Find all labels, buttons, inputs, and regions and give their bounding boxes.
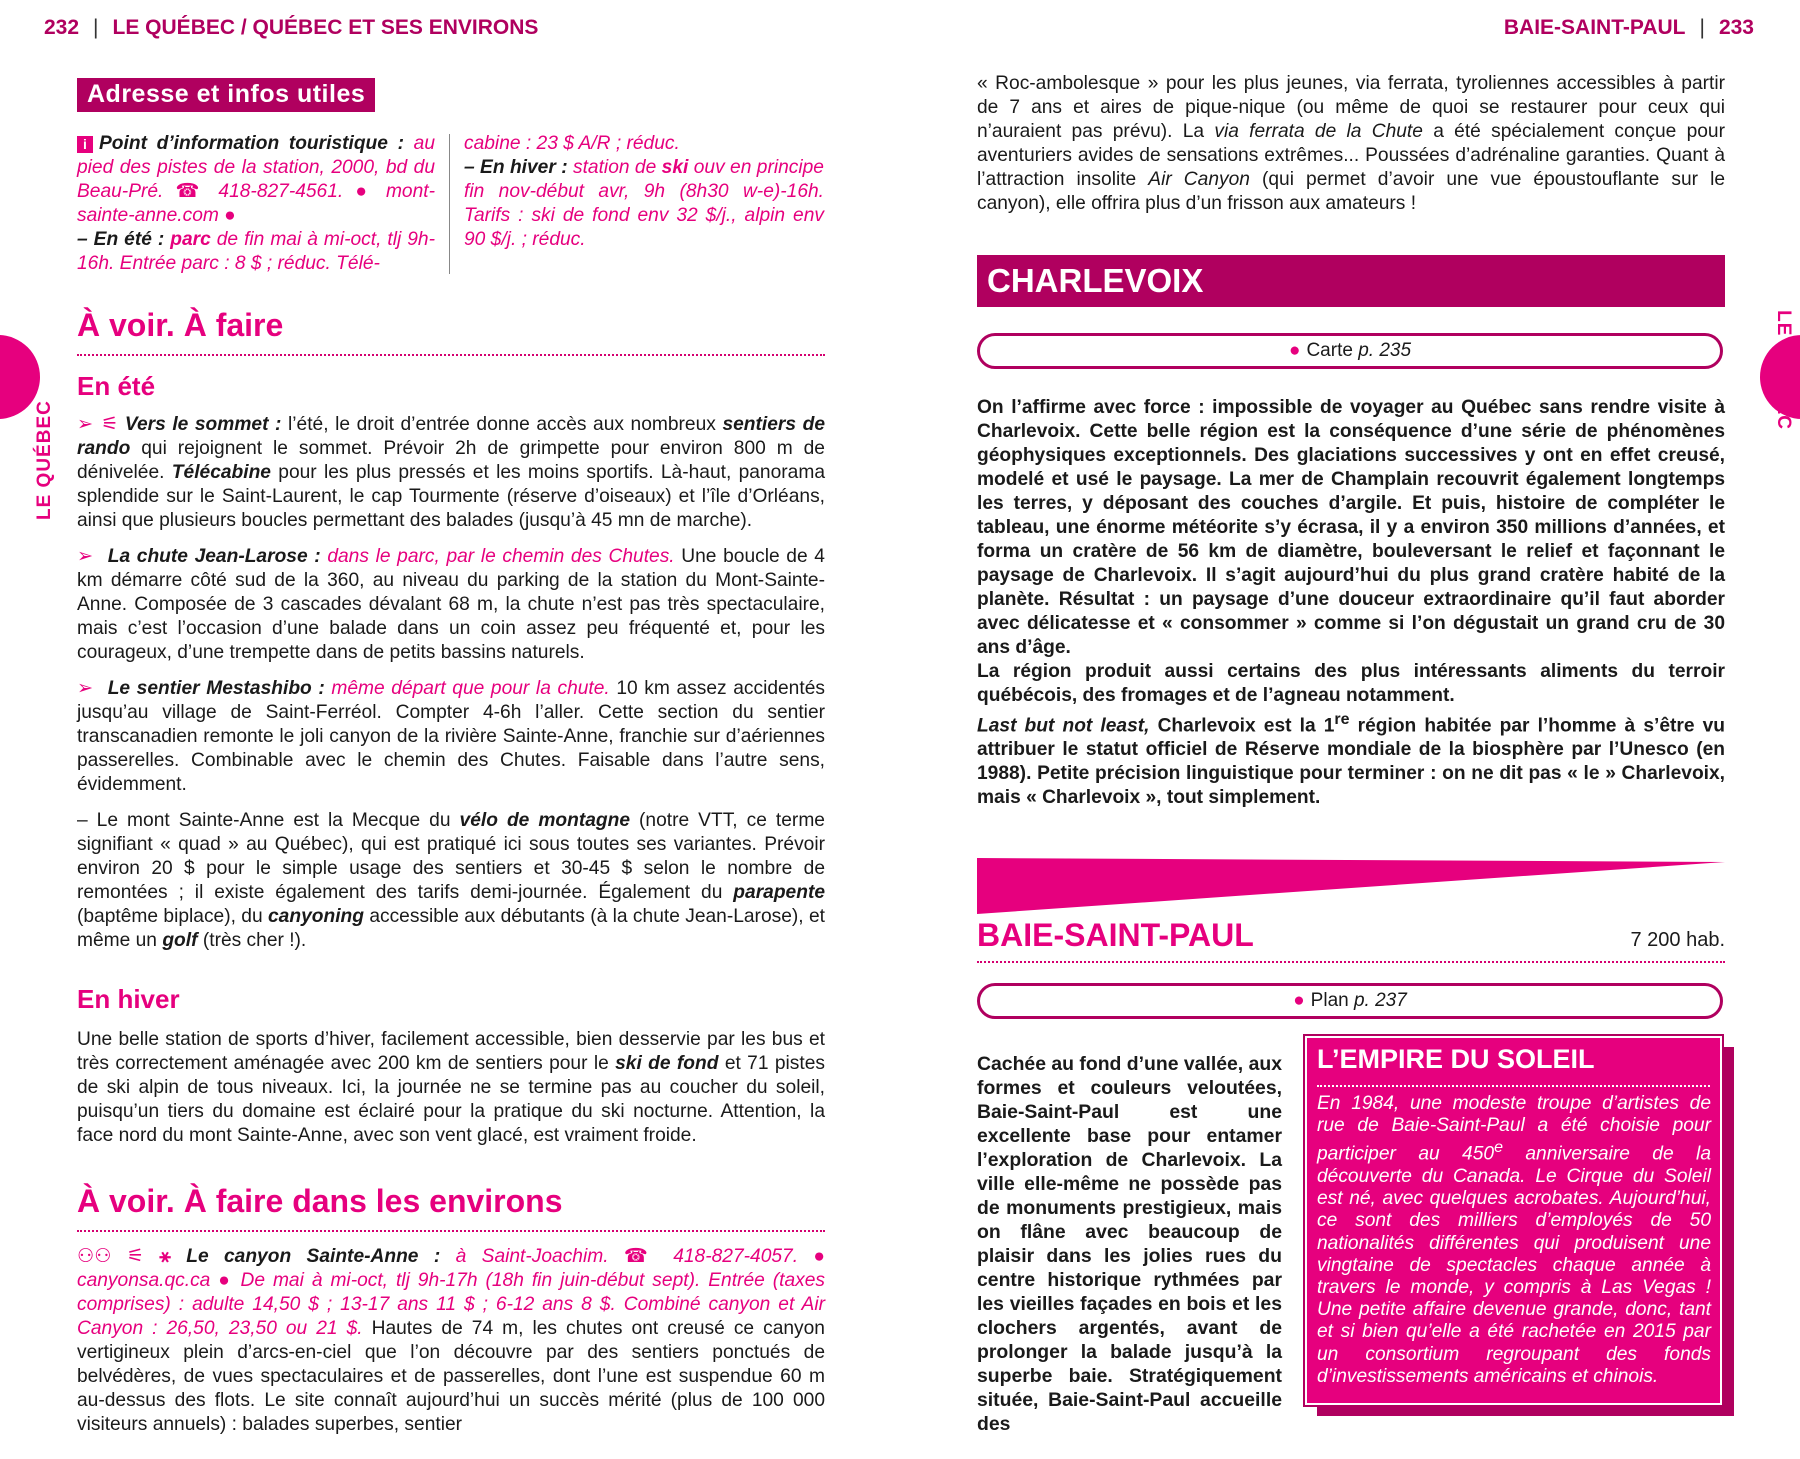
chute-label: La chute Jean-Larose : <box>107 546 321 567</box>
paragraph-velo <box>77 809 825 953</box>
charlevoix-p3 <box>977 708 1725 810</box>
sommet-label: Vers le sommet : <box>124 414 282 435</box>
velo-keyword-3: canyoning <box>268 906 364 927</box>
top-text-3: (qui permet d’avoir une vue époustouflante sur le canyon), elle offrira plus d’un frisson aux amateurs ! <box>977 169 1726 214</box>
environs-paragraphs <box>77 1245 825 1449</box>
chute-text: Une boucle de 4 km démarre côté sud de la 360, au niveau du parking de la station du Mont-Sainte-Anne. Composée de 3 cascades dévalant 68 m, la chute n’est pas très spectaculaire, mais c’est l’occasion d’une balade dans un coin assez peu fréquenté et, pour les courageux, d’une trempette dans de petits bassins naturels. <box>77 546 825 663</box>
paragraph-hiver <box>77 1028 825 1148</box>
baie-saint-paul-header <box>977 917 1725 963</box>
page-number-left: 232 <box>44 16 80 39</box>
decorative-wedge <box>977 858 1725 914</box>
winter-label: – En hiver : <box>464 157 568 178</box>
charlevoix-title-bar: CHARLEVOIX <box>977 255 1725 307</box>
velo-text-1: – Le mont Sainte-Anne est la Mecque du <box>77 810 451 831</box>
address-box <box>77 132 825 272</box>
velo-keyword-2: parapente <box>733 882 825 903</box>
empire-divider <box>1317 1085 1710 1087</box>
velo-text-3: (baptême biplace), du <box>77 906 263 927</box>
empire-du-soleil-box <box>1305 1036 1722 1405</box>
side-tab-label-left: LE QUÉBEC <box>34 400 55 520</box>
header-separator: | <box>1699 16 1705 39</box>
carte-page: p. 235 <box>1358 340 1412 361</box>
carte-label: Carte <box>1306 340 1353 361</box>
paragraph-sentier <box>77 677 825 797</box>
sommet-text-3: pour les plus pressés et les moins sportifs. Là-haut, panorama splendide sur le Saint-Laurent, le cap Tourmente (réserve d’oiseaux) et l’île d’Orléans, ainsi que plusieurs boucles permettant des balades (jusqu’à 45 mn de marche). <box>77 462 825 531</box>
sentier-label: Le sentier Mestashibo : <box>107 678 325 699</box>
telecabine-text: cabine : 23 $ A/R ; réduc. <box>464 133 680 154</box>
velo-text-2: (notre VTT, ce terme signifiant « quad » au Québec), qui est pratiqué ici sous toutes ses variantes. Prévoir environ 20 $ pour le simple usage des sentiers et 30-45 $ selon le nombre de remontées ; il existe également des tarifs demi-journée. Également du <box>77 810 825 903</box>
top-text-1: « Roc-ambolesque » pour les plus jeunes, via ferrata, tyroliennes accessibles à partir de 7 ans et aires de pique-nique (ou même de quoi se restaurer pour ceux qui n’auraient pas prévu). La <box>977 73 1725 142</box>
velo-keyword-4: golf <box>162 930 198 951</box>
address-column-1 <box>77 132 435 276</box>
sommet-keyword-2: Télécabine <box>171 462 271 483</box>
empire-title: L’EMPIRE DU SOLEIL <box>1317 1044 1595 1074</box>
winter-keyword: ski <box>661 157 689 178</box>
charlevoix-intro <box>977 396 1725 810</box>
sommet-text-1: l’été, le droit d’entrée donne accès aux nombreux <box>288 414 716 435</box>
charlevoix-p3-a: Charlevoix est la 1 <box>1157 715 1335 737</box>
winter-text-1: station de <box>573 157 657 178</box>
hiver-keyword: ski de fond <box>615 1053 719 1074</box>
running-head-right-title: BAIE-SAINT-PAUL <box>1503 16 1686 39</box>
winter-paragraphs <box>77 1028 825 1160</box>
sentier-text: 10 km assez accidentés jusqu’au village de Saint-Ferréol. Compter 4-6h l’aller. Cette section du sentier transcanadien remonte le joli canyon de la rivière Sainte-Anne, franchie sur d’aériennes passerelles. Combinable avec le chemin des Chutes. Faisable dans l’autre sens, évidemment. <box>77 678 825 795</box>
population: 7 200 hab. <box>1630 929 1725 951</box>
canyon-text: Hautes de 74 m, les chutes ont creusé ce canyon vertigineux plein d’arcs-en-ciel que l’on découvre par des sentiers ponctués de belvédères, de vues spectaculaires et de passerelles, dont l’une est suspendue 60 m au-dessus des flots. Le site connaît aujourd’hui un succès mérité (plus de 100 000 visiteurs annuels) : balades superbes, sentier <box>77 1318 825 1435</box>
header-separator: | <box>93 16 99 39</box>
right-top-paragraph <box>977 72 1725 216</box>
arrow-icon: ➢ <box>77 414 94 435</box>
sentier-location: même départ que pour la chute. <box>331 678 610 699</box>
hiver-text-2: et 71 pistes de ski alpin de tous niveaux. Ici, la journée ne se termine pas au coucher du soleil, puisqu’un tiers du domaine est éclairé pour la pratique du ski nocturne. Attention, la face nord du mont Sainte-Anne, avec son vent glacé, est vraiment froide. <box>77 1053 825 1146</box>
summer-paragraphs <box>77 413 825 965</box>
running-head-left <box>44 16 538 40</box>
address-divider <box>449 134 450 274</box>
running-head-left-title: LE QUÉBEC / QUÉBEC ET SES ENVIRONS <box>112 16 539 39</box>
paragraph-sommet <box>77 413 825 533</box>
bullet-icon: ● <box>1293 990 1305 1011</box>
subsection-title-ete: En été <box>77 371 156 401</box>
activity-icons: ⚇⚇ ⚟ ⚹ <box>77 1246 171 1267</box>
summer-label: – En été : <box>77 229 165 250</box>
charlevoix-p1: On l’affirme avec force : impossible de voyager au Québec sans rendre visite à Charlevoix. Cette belle région est la conséquence d’une série de phénomènes géophysiques exceptionnels. Des glaciations successives y ont en effet creusé, modelé et usé le paysage. La mer de Champlain recouvrit également longtemps les terres, y déposant des couches d’argile. Et puis, histoire de compléter le tableau, une énorme météorite s’y écrasa, il y a environ 350 millions d’années, et forma un cratère de 56 km de diamètre, bouleversant le relief et façonnant le paysage de Charlevoix. Il s’agit aujourd’hui du plus grand cratère habité de la planète. Résultat : un paysage d’une douceur extraordinaire qu’il faut aborder avec délicatesse et « consommer » comme si l’on dégustait un grand cru de 30 ans d’âge. <box>977 397 1725 658</box>
empire-text <box>1317 1093 1711 1388</box>
arrow-icon: ➢ <box>77 546 94 567</box>
plan-page: p. 237 <box>1353 990 1407 1011</box>
baie-saint-paul-intro: Cachée au fond d’une vallée, aux formes et couleurs veloutées, Baie-Saint-Paul est une excellente base pour entamer l’exploration de Charlevoix. La ville elle-même ne possède pas de monuments prestigieux, mais on flâne avec beaucoup de plaisir dans les jolies rues du centre historique rythmées par les vieilles façades en bois et les clochers argentés, avant de prolonger la balade jusqu’à la superbe baie. Stratégiquement située, Baie-Saint-Paul accueille des <box>977 1053 1282 1435</box>
canyon-label: Le canyon Sainte-Anne : <box>186 1246 441 1267</box>
empire-text-2: anniversaire de la découverte du Canada. Le Cirque du Soleil est né, avec quelques acrobates. Aujourd’hui, ce sont des milliers d’employés de 50 nationalités différentes qui produisent une vingtaine de spectacles chaque année à travers le monde, y compris à Las Vegas ! Une petite affaire devenue grande, donc, tant et si bien qu’elle a été rachetée en 2015 par un consortium regroupant des fonds d’investissements américains et chinois. <box>1317 1143 1711 1387</box>
sommet-text-2: qui rejoignent le sommet. Prévoir 2h de grimpette pour environ 800 m de dénivelée. <box>77 438 825 483</box>
page-number-right: 233 <box>1718 16 1754 39</box>
paragraph-canyon <box>77 1245 825 1437</box>
canyon-info: à Saint-Joachim. ☎ 418-827-4057. ● canyonsa.qc.ca ● De mai à mi-oct, tlj 9h-17h (18h fin juin-début sept). Entrée (taxes comprises) : adulte 14,50 $ ; 13-17 ans 11 $ ; 6-12 ans 8 $. Combiné canyon et Air Canyon : 26,50, 23,50 ou 21 $. <box>77 1246 825 1339</box>
charlevoix-p3-italic: Last but not least, <box>977 715 1150 737</box>
top-text-2: a été spécialement conçue pour aventuriers avides de sensations extrêmes... Poussées d’adrénaline garanties. Quant à l’attraction insolite <box>977 121 1725 190</box>
chute-location: dans le parc, par le chemin des Chutes. <box>327 546 675 567</box>
empire-sup: e <box>1494 1139 1503 1157</box>
charlevoix-p3-sup: re <box>1334 711 1350 728</box>
velo-keyword-1: vélo de montagne <box>459 810 631 831</box>
plan-reference <box>977 983 1723 1019</box>
info-icon: i <box>77 136 93 153</box>
paragraph-chute <box>77 545 825 665</box>
paragraph-canyon-continued <box>977 72 1725 216</box>
bullet-icon: ● <box>1288 340 1301 361</box>
summer-keyword: parc <box>170 229 211 250</box>
hiver-text-1: Une belle station de sports d’hiver, facilement accessible, bien desservie par les bus et très correctement aménagée avec 200 km de sentiers pour le <box>77 1029 825 1074</box>
summer-text: de fin mai à mi-oct, tlj 9h-16h. Entrée parc : 8 $ ; réduc. Télé- <box>77 229 435 274</box>
arrow-icon: ➢ <box>77 678 94 699</box>
address-box-title: Adresse et infos utiles <box>77 78 375 112</box>
side-tab-label-right: LE QUÉBEC <box>1773 310 1794 430</box>
info-text: au pied des pistes de la station, 2000, bd du Beau-Pré. ☎ 418-827-4561. ● mont-sainte-anne.com ● <box>77 133 435 226</box>
hiking-icon: ⚟ <box>101 414 119 435</box>
velo-text-4: accessible aux débutants (à la chute Jean-Larose), et même un <box>77 906 825 951</box>
charlevoix-p3-b: région habitée par l’homme à s’être vu attribuer le statut officiel de Réserve mondiale de la biosphère par l’Unesco (en 1988). Petite précision linguistique pour terminer : on ne dit pas « le » Charlevoix, mais « Charlevoix », tout simplement. <box>977 715 1726 809</box>
top-italic-2: Air Canyon <box>1148 169 1250 190</box>
section-title-environs: À voir. À faire dans les environs <box>77 1183 825 1232</box>
carte-reference <box>977 333 1723 369</box>
section-title-a-voir: À voir. À faire <box>77 307 825 356</box>
top-italic-1: via ferrata de la Chute <box>1214 121 1423 142</box>
baie-saint-paul-title: BAIE-SAINT-PAUL <box>977 917 1254 953</box>
velo-text-5: (très cher !). <box>202 930 307 951</box>
address-column-2 <box>464 132 824 252</box>
info-label: Point d’information touristique : <box>99 133 404 154</box>
plan-label: Plan <box>1310 990 1349 1011</box>
running-head-right <box>1504 16 1754 40</box>
charlevoix-p2: La région produit aussi certains des plus intéressants aliments du terroir québécois, des fromages et de l’agneau notamment. <box>977 661 1725 706</box>
winter-text-2: ouv en principe fin nov-début avr, 9h (8h30 w-e)-16h. Tarifs : ski de fond env 32 $/j., alpin env 90 $/j. ; réduc. <box>464 157 824 250</box>
subsection-title-hiver: En hiver <box>77 984 180 1014</box>
sommet-keyword-1: sentiers de rando <box>77 414 825 459</box>
empire-text-1: En 1984, une modeste troupe d’artistes de rue de Baie-Saint-Paul a été choisie pour participer au 450 <box>1317 1093 1711 1165</box>
